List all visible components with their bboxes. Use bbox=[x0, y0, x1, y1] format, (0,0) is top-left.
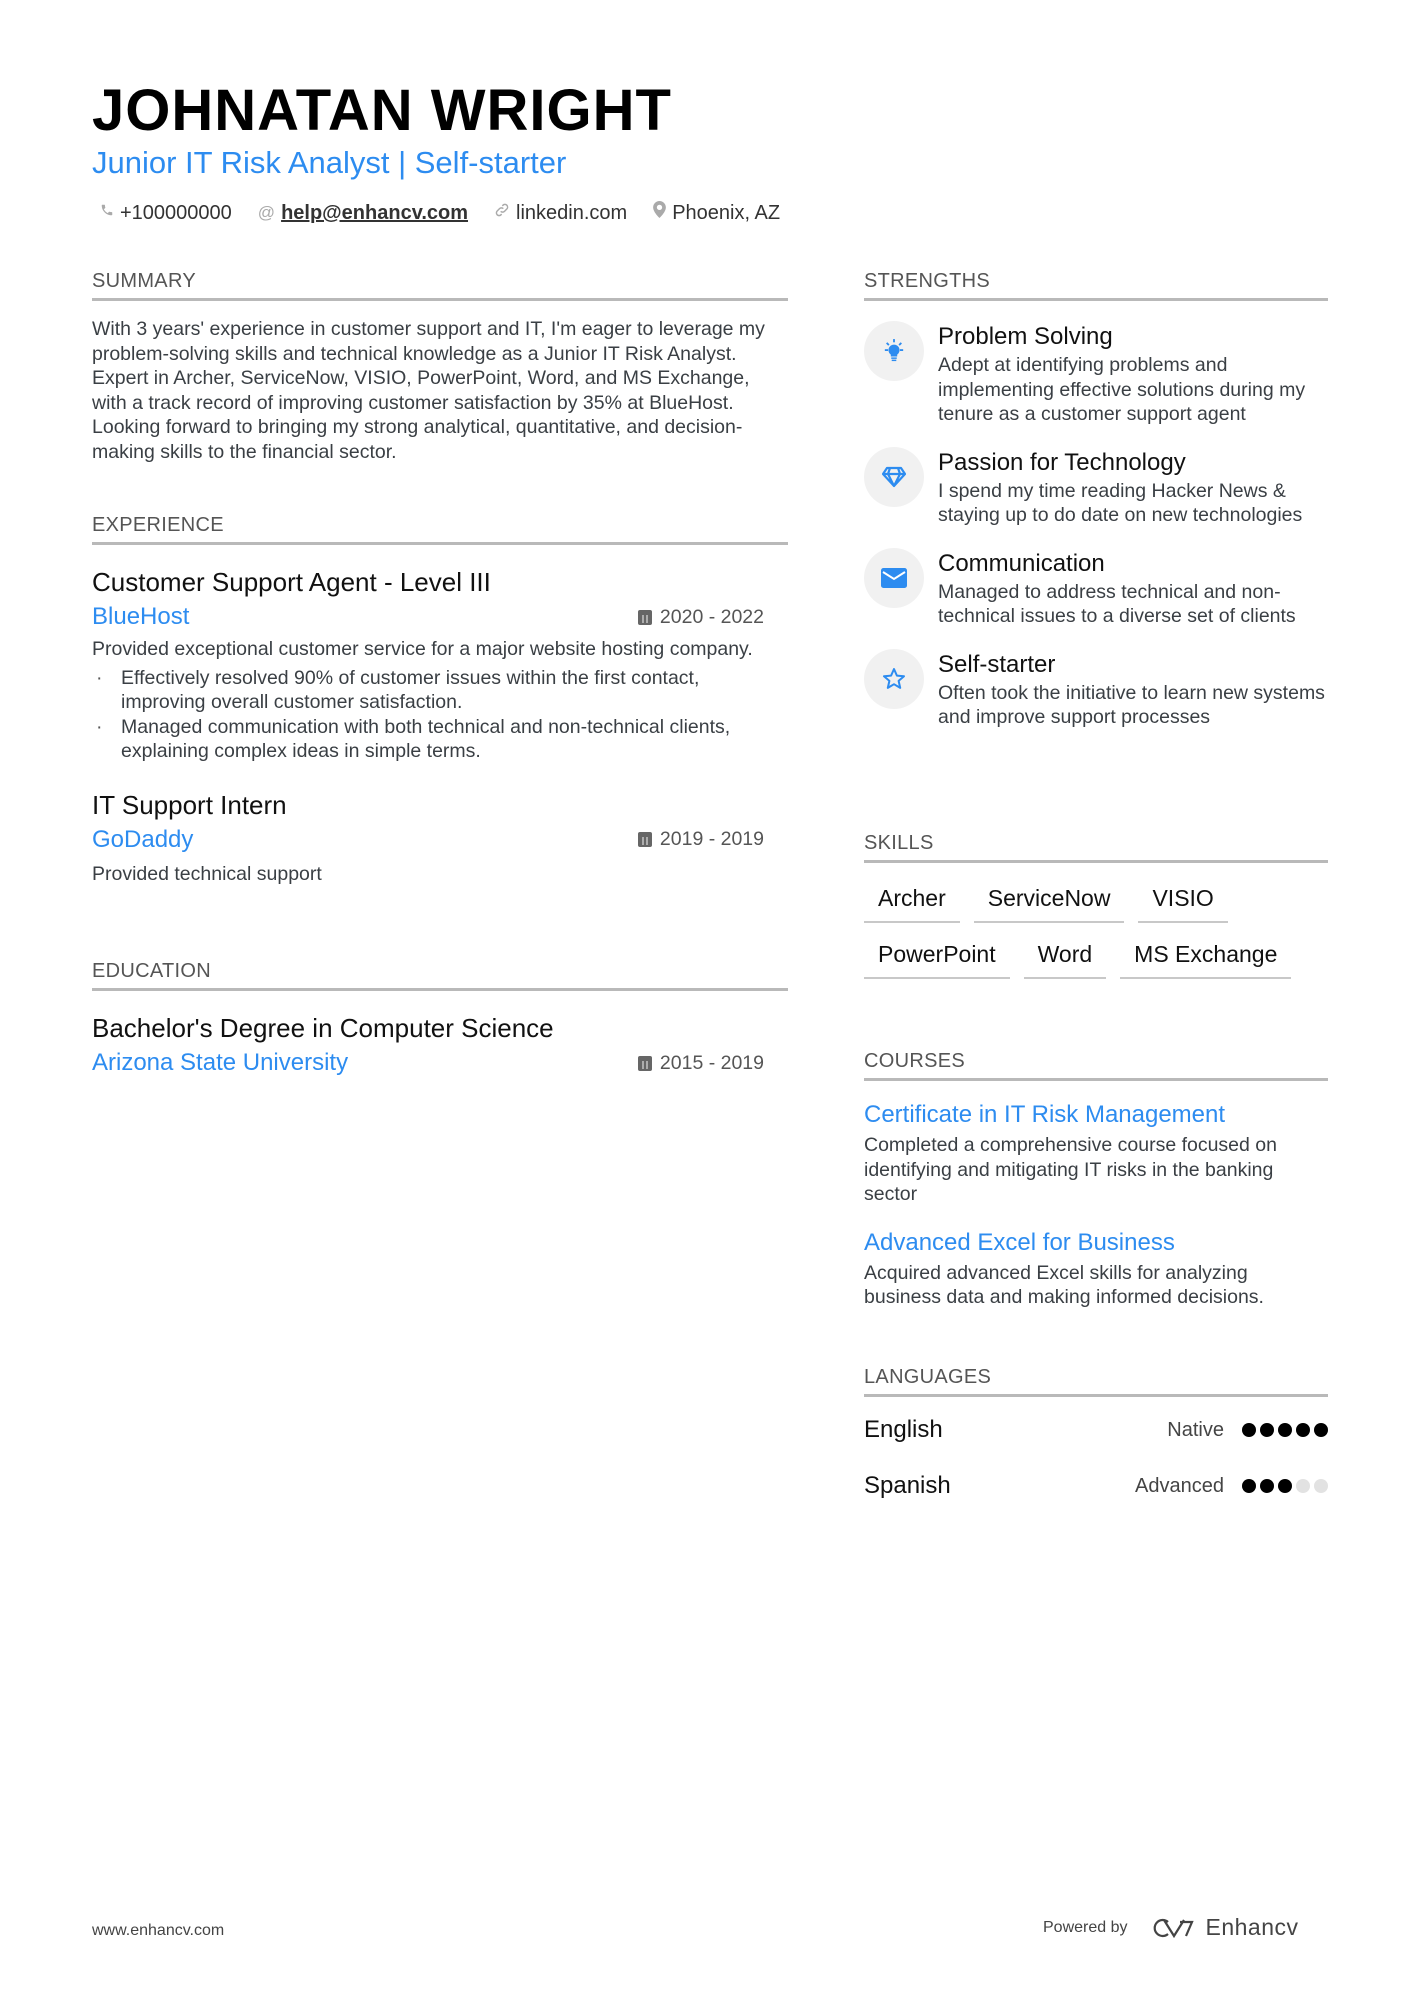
skill-tag: ServiceNow bbox=[974, 881, 1125, 923]
summary-section bbox=[92, 268, 788, 464]
achievement-item: · Managed communication with both technical and non-technical clients, explaining complex ideas in simple terms. bbox=[92, 715, 788, 764]
course-description: Acquired advanced Excel skills for analyzing business data and making informed decisions. bbox=[864, 1261, 1264, 1308]
languages-section bbox=[864, 1364, 1328, 1503]
footer-website[interactable]: www.enhancv.com bbox=[92, 1922, 225, 1939]
job-description: Provided exceptional customer service for a major website hosting company. bbox=[92, 638, 753, 660]
strength-description: I spend my time reading Hacker News & staying up to do date on new technologies bbox=[938, 479, 1303, 526]
section-title: STRENGTHS bbox=[864, 268, 1328, 301]
skill-tag: Archer bbox=[864, 881, 960, 923]
course-title: Advanced Excel for Business bbox=[864, 1228, 1175, 1256]
calendar-icon bbox=[638, 832, 652, 847]
skill-tag: PowerPoint bbox=[864, 937, 1010, 979]
strength-item bbox=[864, 321, 1328, 427]
enhancv-logo[interactable]: Enhancv bbox=[1152, 1914, 1299, 1941]
experience-entry bbox=[92, 565, 788, 764]
language-name: Spanish bbox=[864, 1472, 951, 1499]
language-level: Advanced bbox=[1135, 1474, 1224, 1497]
powered-by-label: Powered by bbox=[1043, 1918, 1128, 1936]
phone-icon bbox=[100, 198, 114, 228]
summary-text: With 3 years' experience in customer support and IT, I'm eager to leverage my problem-solving skills and technical knowledge as a Junior IT Risk Analyst. Expert in Archer, ServiceNow, VISIO, PowerPoint, Word, and MS Exchange, with a track record of improving customer satisfaction by 35% at BlueHost. Looking forward to bringing my strong analytical, quantitative, and decision-making skills to the financial sector. bbox=[92, 318, 765, 463]
strength-description: Often took the initiative to learn new systems and improve support processes bbox=[938, 681, 1325, 728]
strength-title: Problem Solving bbox=[938, 323, 1113, 350]
strength-title: Communication bbox=[938, 549, 1105, 577]
job-title: IT Support Intern bbox=[92, 789, 287, 820]
course-description: Completed a comprehensive course focused on identifying and mitigating IT risks in the banking sector bbox=[864, 1134, 1277, 1205]
experience-entry bbox=[92, 788, 788, 887]
contact-phone: +100000000 bbox=[100, 198, 232, 228]
strength-description: Adept at identifying problems and implementing effective solutions during my tenure as a customer support agent bbox=[938, 354, 1306, 425]
achievement-list bbox=[92, 666, 788, 764]
section-title: LANGUAGES bbox=[864, 1364, 1328, 1397]
date-range: 2019 - 2019 bbox=[638, 828, 764, 851]
skill-tag: VISIO bbox=[1138, 881, 1227, 923]
date-range: 2020 - 2022 bbox=[638, 606, 764, 629]
envelope-icon bbox=[864, 548, 924, 608]
contact-location: Phoenix, AZ bbox=[653, 198, 780, 228]
skill-tag: MS Exchange bbox=[1120, 937, 1291, 979]
candidate-headline: Junior IT Risk Analyst | Self-starter bbox=[92, 145, 567, 180]
language-level: Native bbox=[1167, 1418, 1224, 1441]
section-title: SUMMARY bbox=[92, 268, 788, 301]
job-title: Customer Support Agent - Level III bbox=[92, 567, 491, 597]
company-name: BlueHost bbox=[92, 603, 190, 630]
proficiency-dots bbox=[1242, 1479, 1328, 1493]
candidate-name: JOHNATAN WRIGHT bbox=[92, 78, 672, 143]
degree: Bachelor's Degree in Computer Science bbox=[92, 1013, 554, 1043]
at-icon: @ bbox=[257, 203, 276, 222]
education-section bbox=[92, 958, 788, 1079]
achievement-item: · Effectively resolved 90% of customer issues within the first contact, improving overall customer satisfaction. bbox=[92, 666, 788, 715]
star-icon bbox=[864, 649, 924, 709]
experience-section bbox=[92, 512, 788, 886]
course-item bbox=[864, 1099, 1328, 1207]
section-title: SKILLS bbox=[864, 830, 1328, 863]
contact-email[interactable]: @ help@enhancv.com bbox=[258, 198, 468, 228]
map-pin-icon bbox=[653, 198, 666, 228]
skills-section bbox=[864, 830, 1328, 979]
section-title: COURSES bbox=[864, 1048, 1328, 1081]
strength-title: Passion for Technology bbox=[938, 448, 1186, 476]
strength-item bbox=[864, 548, 1328, 629]
language-item bbox=[864, 1413, 1328, 1447]
course-item bbox=[864, 1227, 1328, 1310]
strengths-section bbox=[864, 268, 1328, 730]
strength-title: Self-starter bbox=[938, 650, 1056, 678]
company-name: GoDaddy bbox=[92, 825, 194, 853]
contact-linkedin[interactable]: linkedin.com bbox=[494, 198, 627, 228]
course-title: Certificate in IT Risk Management bbox=[864, 1101, 1226, 1128]
calendar-icon bbox=[638, 1056, 652, 1071]
strength-item bbox=[864, 447, 1328, 528]
school-name: Arizona State University bbox=[92, 1049, 349, 1076]
link-icon bbox=[494, 198, 510, 228]
section-title: EDUCATION bbox=[92, 958, 788, 991]
language-name: English bbox=[864, 1416, 943, 1443]
job-description: Provided technical support bbox=[92, 862, 322, 885]
education-entry bbox=[92, 1011, 788, 1079]
courses-section bbox=[864, 1048, 1328, 1310]
calendar-icon bbox=[638, 610, 652, 625]
diamond-icon bbox=[864, 447, 924, 507]
contact-bar bbox=[100, 198, 780, 228]
strength-item bbox=[864, 649, 1328, 730]
proficiency-dots bbox=[1242, 1423, 1328, 1437]
skill-tag: Word bbox=[1024, 937, 1107, 979]
footer-branding bbox=[1043, 1914, 1299, 1941]
date-range: 2015 - 2019 bbox=[638, 1052, 764, 1075]
language-item bbox=[864, 1469, 1328, 1503]
section-title: EXPERIENCE bbox=[92, 512, 788, 545]
strength-description: Managed to address technical and non-technical issues to a diverse set of clients bbox=[938, 580, 1296, 627]
enhancv-logo-icon bbox=[1152, 1916, 1196, 1940]
skills-list bbox=[864, 881, 1328, 979]
lightbulb-icon bbox=[864, 321, 924, 381]
